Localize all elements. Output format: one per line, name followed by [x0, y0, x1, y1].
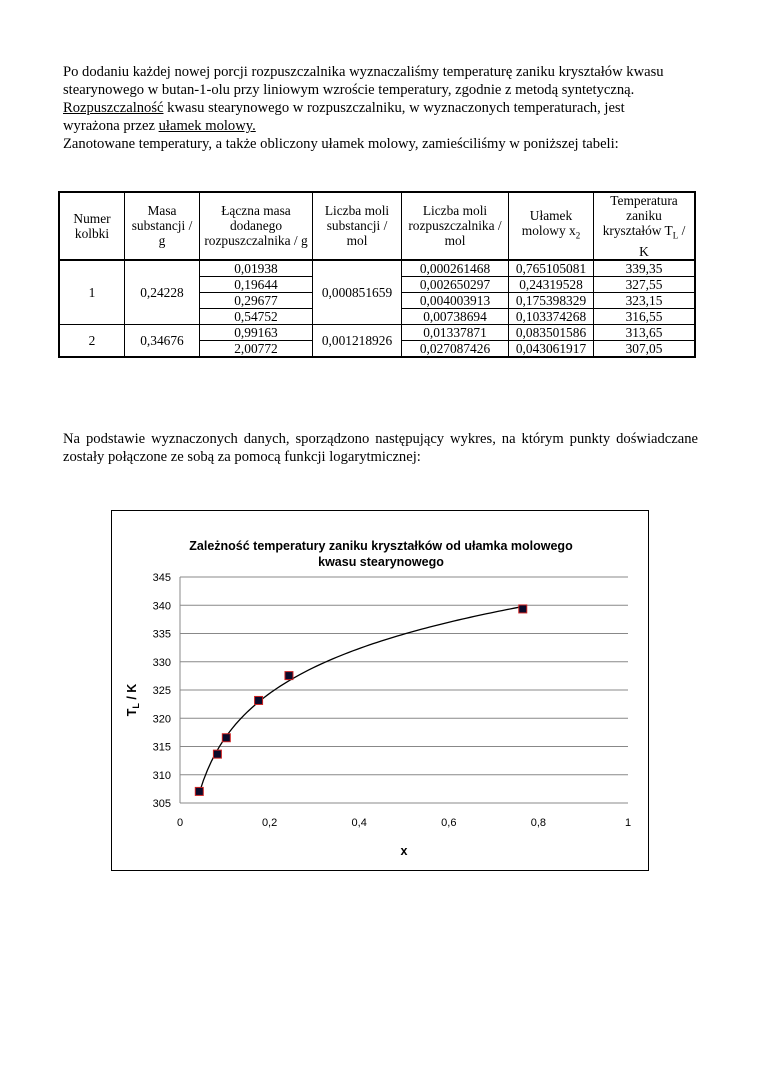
chart-y-label-sub: L	[131, 703, 141, 709]
cell-mole-fraction: 0,083501586	[509, 324, 594, 340]
cell-mole-fraction: 0,175398329	[509, 292, 594, 308]
y-tick-label: 345	[152, 572, 171, 584]
y-tick-label: 330	[152, 656, 171, 669]
cell-temperature: 313,65	[594, 324, 696, 340]
chart-trendline	[199, 607, 522, 793]
header-temperature-sub: L	[672, 230, 679, 241]
intro-paragraph	[63, 63, 698, 153]
cell-temperature: 307,05	[594, 340, 696, 357]
intro-line-3-rest: kwasu stearynowego w rozpuszczalniku, w wyznaczonych temperaturach, jest	[163, 100, 625, 116]
y-tick-label: 335	[152, 628, 171, 641]
cell-temperature: 339,35	[594, 260, 696, 277]
intro-line-3	[63, 99, 698, 117]
x-tick-label: 0,8	[530, 817, 547, 829]
y-tick-label: 325	[152, 685, 171, 697]
table-row	[59, 324, 695, 340]
intro-line-5: Zanotowane temperatury, a także obliczony ułamek molowy, zamieściliśmy w poniższej tabeli:	[63, 136, 619, 152]
cell-solvent-mass: 2,00772	[200, 340, 313, 357]
chart-title-line-2: kwasu stearynowego	[318, 555, 444, 569]
y-tick-label: 320	[152, 713, 171, 726]
header-mole-fraction-text: Ułamek molowy x	[521, 208, 576, 238]
data-point-marker	[519, 605, 527, 613]
cell-solvent-moles: 0,00738694	[402, 308, 509, 324]
chart-frame	[111, 510, 649, 871]
cell-mole-fraction: 0,103374268	[509, 308, 594, 324]
cell-solvent-mass: 0,29677	[200, 292, 313, 308]
table-row	[59, 260, 695, 277]
term-solubility: Rozpuszczalność	[63, 100, 164, 116]
cell-solvent-mass: 0,01938	[200, 260, 313, 277]
cell-mole-fraction: 0,24319528	[509, 276, 594, 292]
cell-solvent-moles: 0,004003913	[402, 292, 509, 308]
header-solvent-moles: Liczba moli rozpuszczalnika / mol	[402, 192, 509, 260]
intro-line-4	[63, 117, 698, 135]
header-temperature-text: Temperatura zaniku kryształów T	[602, 193, 678, 238]
term-mole-fraction: ułamek molowy.	[158, 118, 256, 134]
cell-mole-fraction: 0,765105081	[509, 260, 594, 277]
intro-line-1: Po dodaniu każdej nowej porcji rozpuszczalnika wyznaczaliśmy temperaturę zaniku kryształów kwasu	[63, 64, 664, 80]
cell-solvent-moles: 0,027087426	[402, 340, 509, 357]
cell-temperature: 316,55	[594, 308, 696, 324]
cell-substance-mass: 0,24228	[125, 260, 200, 325]
y-tick-label: 310	[152, 769, 171, 782]
x-tick-label: 0,2	[261, 817, 278, 829]
svg-text:TL / K	[125, 684, 141, 717]
y-tick-label: 315	[152, 741, 171, 754]
header-substance-mass: Masa substancji / g	[125, 192, 200, 260]
chart-x-label: x	[400, 844, 408, 858]
intro-line-2: stearynowego w butan-1-olu przy liniowym wzroście temperatury, zgodnie z metodą syntetyczną.	[63, 82, 635, 98]
y-tick-label: 340	[152, 600, 171, 613]
x-tick-label: 1	[624, 817, 632, 829]
cell-substance-mass: 0,34676	[125, 324, 200, 357]
header-temperature	[594, 192, 696, 260]
cell-solvent-moles: 0,01337871	[402, 324, 509, 340]
results-table	[58, 191, 696, 358]
header-temperature-unit: / K	[639, 223, 686, 259]
data-point-marker	[255, 696, 263, 704]
x-tick-label: 0,4	[351, 817, 367, 829]
data-point-marker	[213, 750, 221, 758]
header-substance-moles: Liczba moli substancji / mol	[313, 192, 402, 260]
cell-substance-moles: 0,000851659	[313, 260, 402, 325]
cell-mole-fraction: 0,043061917	[509, 340, 594, 357]
cell-temperature: 323,15	[594, 292, 696, 308]
cell-solvent-mass: 0,99163	[200, 324, 313, 340]
y-tick-label: 305	[152, 798, 171, 810]
cell-solvent-moles: 0,002650297	[402, 276, 509, 292]
data-point-marker	[285, 672, 293, 680]
data-point-marker	[195, 787, 203, 795]
chart-grid	[180, 577, 628, 803]
chart-ticks	[153, 572, 631, 829]
chart-y-label	[125, 684, 141, 717]
outro-paragraph: Na podstawie wyznaczonych danych, sporządzono następujący wykres, na którym punkty doświadczane zostały połączone ze sobą za pomocą funkcji logarytmicznej:	[63, 431, 698, 465]
intro-line-4-pre: wyrażona przez	[63, 118, 159, 134]
data-point-marker	[222, 734, 230, 742]
x-tick-label: 0	[176, 817, 184, 829]
cell-flask-number: 1	[59, 260, 125, 325]
solubility-chart	[112, 511, 648, 870]
header-mole-fraction-sub: 2	[575, 230, 581, 241]
cell-temperature: 327,55	[594, 276, 696, 292]
header-solvent-mass: Łączna masa dodanego rozpuszczalnika / g	[200, 192, 313, 260]
chart-y-label-unit: / K	[125, 683, 139, 704]
table-header-row	[59, 192, 695, 260]
cell-solvent-mass: 0,19644	[200, 276, 313, 292]
chart-title-line-1: Zależność temperatury zaniku kryształków od ułamka molowego	[189, 539, 573, 553]
chart-y-label-main: T	[125, 708, 139, 717]
header-flask-number: Numer kolbki	[59, 192, 125, 260]
header-mole-fraction	[509, 192, 594, 260]
x-tick-label: 0,6	[441, 817, 457, 829]
cell-flask-number: 2	[59, 324, 125, 357]
cell-solvent-mass: 0,54752	[200, 308, 313, 324]
cell-solvent-moles: 0,000261468	[402, 260, 509, 277]
cell-substance-moles: 0,001218926	[313, 324, 402, 357]
